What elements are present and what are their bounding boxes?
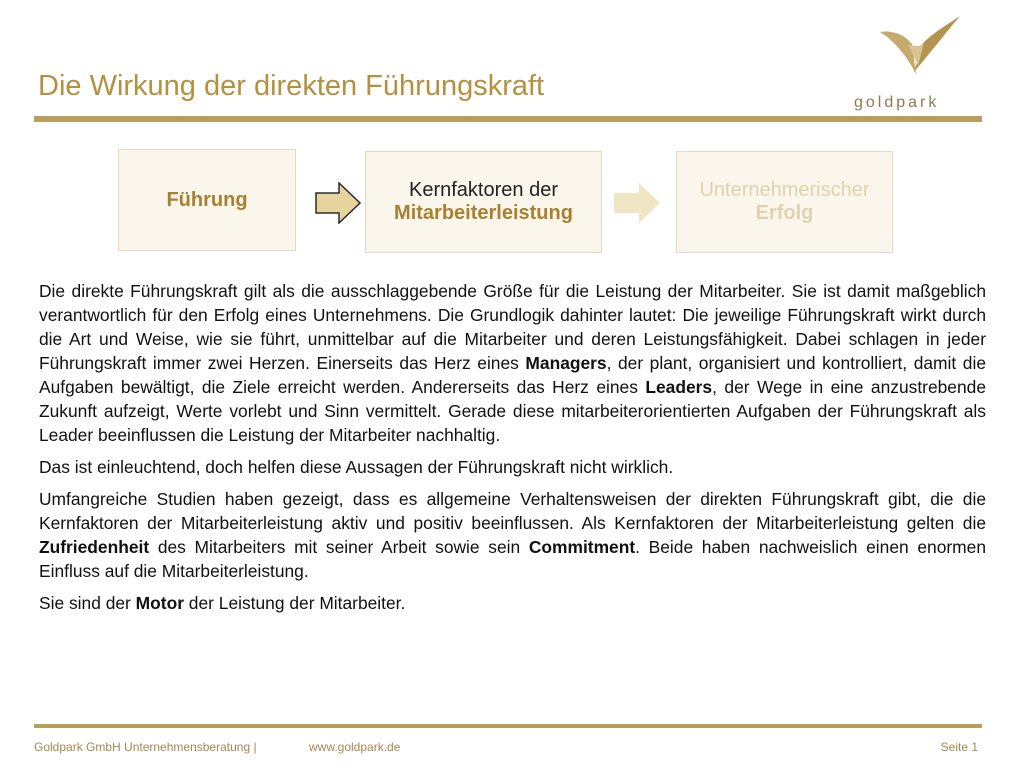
footer-url-link[interactable]: www.goldpark.de xyxy=(309,740,401,754)
text-segment: Umfangreiche Studien haben gezeigt, dass es allgemeine Verhaltensweisen der direkten Führungskraft gibt, die die Kernfaktoren der Mitarbeiterleistung aktiv und positiv beeinflussen. Als Kernfaktoren der Mitarbeiterleistung gelten die xyxy=(39,489,986,533)
text-segment: . Beide haben nachweislich einen enormen Einfluss auf die Mitarbeiterleistung. xyxy=(39,537,986,581)
title-divider xyxy=(34,116,982,122)
arrow-right-icon xyxy=(613,182,661,224)
body-text xyxy=(39,279,986,623)
paragraph-4 xyxy=(39,591,986,615)
footer-page-number: Seite 1 xyxy=(940,740,978,754)
flow-box-label: Führung xyxy=(166,188,248,211)
text-segment: Die direkte Führungskraft gilt als die ausschlaggebende Größe für die Leistung der Mitarbeiter. Sie ist damit maßgeblich verantwortlich für den Erfolg eines Unternehmens. Die Grundlogik dahinter lautet: Die jeweilige Führungskraft wirkt durch die Art und Weise, wie sie führt, unmittelbar auf die Mitarbeiter und deren Leistungsfähigkeit. Dabei schlagen in jeder Führungskraft immer zwei Herzen. Einerseits das Herz eines xyxy=(39,281,986,373)
flow-box-line2: Erfolg xyxy=(755,202,814,224)
paragraph-1 xyxy=(39,279,986,447)
text-segment: des Mitarbeiters mit seiner Arbeit sowie sein xyxy=(149,537,529,557)
footer-divider xyxy=(34,724,982,728)
text-segment: der Leistung der Mitarbeiter. xyxy=(183,593,406,613)
flow-box-line2: Mitarbeiterleistung xyxy=(394,202,573,224)
logo xyxy=(852,14,988,111)
bold-term-commitment: Commitment xyxy=(528,537,636,557)
page-title: Die Wirkung der direkten Führungskraft xyxy=(38,70,545,102)
arrow-right-icon xyxy=(315,182,361,224)
flow-box-erfolg xyxy=(676,151,893,253)
text-segment: Sie sind der xyxy=(39,593,136,613)
bold-term-zufriedenheit: Zufriedenheit xyxy=(39,537,150,557)
logo-text: goldpark xyxy=(854,94,940,111)
bold-term-managers: Managers xyxy=(525,353,607,373)
text-segment: , der Wege in eine anzustrebende Zukunft aufzeigt, Werte vorlebt und Sinn vermittelt. Gerade diese mitarbeiterorientierten Aufgaben der Führungskraft als Leader beeinflussen die Leistung der Mitarbeiter nachhaltig. xyxy=(39,377,986,445)
text-segment: , der plant, organisiert und kontrolliert, damit die Aufgaben bewältigt, die Ziele erreicht werden. Andererseits das Herz eines xyxy=(39,353,986,397)
flow-box-fuehrung xyxy=(118,149,296,251)
flow-box-kernfaktoren xyxy=(365,151,602,253)
footer-company: Goldpark GmbH Unternehmensberatung | xyxy=(34,740,257,754)
bold-term-motor: Motor xyxy=(135,593,184,613)
flow-box-line1: Unternehmerischer xyxy=(699,179,870,201)
paragraph-2: Das ist einleuchtend, doch helfen diese Aussagen der Führungskraft nicht wirklich. xyxy=(39,457,674,477)
paragraph-3 xyxy=(39,487,986,583)
bold-term-leaders: Leaders xyxy=(645,377,713,397)
goldpark-wing-logo-icon xyxy=(878,14,962,80)
flow-box-line1: Kernfaktoren der xyxy=(409,179,558,201)
